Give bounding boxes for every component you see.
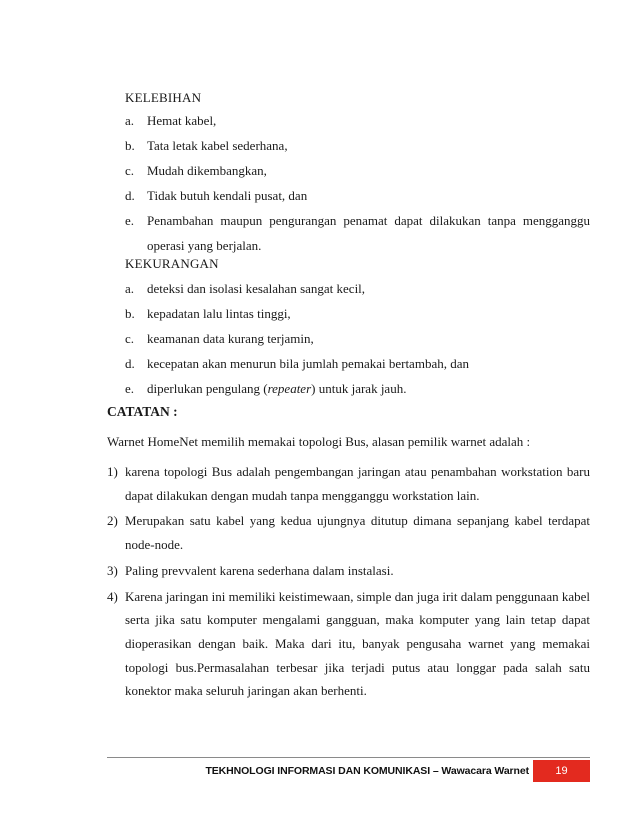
list-marker: c. [125,331,135,346]
kekurangan-item-a [125,276,590,301]
kekurangan-item-e [125,376,590,401]
list-item-text: Mudah dikembangkan, [147,163,267,178]
kelebihan-item-e [125,208,590,258]
list-marker: d. [125,356,135,371]
list-item-text: Tidak butuh kendali pusat, dan [147,188,308,203]
list-item-text: keamanan data kurang terjamin, [147,331,314,346]
list-item-text: kepadatan lalu lintas tinggi, [147,306,291,321]
kelebihan-item-c [125,158,590,183]
list-item-text: kecepatan akan menurun bila jumlah pemakai bertambah, dan [147,356,469,371]
kekurangan-item-d [125,351,590,376]
list-marker: 4) [107,588,118,604]
kelebihan-item-b [125,133,590,158]
kelebihan-heading: KELEBIHAN [125,90,202,105]
list-marker: b. [125,138,135,153]
catatan-heading: CATATAN : [107,404,178,419]
kelebihan-item-a [125,108,590,133]
list-item-text: Hemat kabel, [147,113,217,128]
kekurangan-item-b [125,301,590,326]
kelebihan-list [125,108,590,258]
italic-term: repeater [267,381,312,396]
list-marker: c. [125,163,135,178]
list-item-text: karena topologi Bus adalah pengembangan jaringan atau penambahan workstation baru dapat dilakukan dengan mudah tanpa mengganggu workstation lain. [125,464,590,503]
kelebihan-item-d [125,183,590,208]
catatan-item-3 [107,559,590,583]
catatan-item-4 [107,585,590,704]
list-item-text: deteksi dan isolasi kesalahan sangat kecil, [147,281,366,296]
page-number-badge: 19 [533,760,590,782]
catatan-item-1 [107,460,590,507]
list-marker: d. [125,188,135,203]
list-item-text: Paling prevvalent karena sederhana dalam instalasi. [125,562,394,578]
list-item-text: Penambahan maupun pengurangan penamat dapat dilakukan tanpa mengganggu operasi yang berjalan. [147,213,590,253]
list-marker: a. [125,281,135,296]
list-marker: a. [125,113,135,128]
list-item-text: diperlukan pengulang ( [147,381,268,396]
catatan-intro: Warnet HomeNet memilih memakai topologi Bus, alasan pemilik warnet adalah : [107,434,531,449]
list-item-text: ) untuk jarak jauh. [311,381,407,396]
list-item-text: Merupakan satu kabel yang kedua ujungnya ditutup dimana sepanjang kabel terdapat node-node. [125,513,590,553]
list-item-text: Tata letak kabel sederhana, [147,138,288,153]
catatan-item-2 [107,509,590,556]
list-marker: b. [125,306,135,321]
kekurangan-list [125,276,590,401]
list-marker: e. [125,381,135,396]
list-marker: 2) [107,513,118,529]
list-marker: 3) [107,562,118,578]
list-marker: e. [125,213,135,228]
catatan-list [107,460,590,703]
footer-title: TEKHNOLOGI INFORMASI DAN KOMUNIKASI – Wawacara Warnet [205,765,529,777]
kekurangan-heading: KEKURANGAN [125,256,219,271]
footer-divider [107,757,590,758]
kekurangan-item-c [125,326,590,351]
list-item-text: Karena jaringan ini memiliki keistimewaan, simple dan juga irit dalam penggunaan kabel serta jika satu komputer mengalami gangguan, maka komputer yang lain tetap dapat dioperasikan dengan baik. Maka dari itu, banyak pengusaha warnet yang memakai topologi bus.Permasalahan terbesar jika terjadi putus atau longgar pada salah satu konektor maka seluruh jaringan akan berhenti. [125,588,590,699]
list-marker: 1) [107,464,118,479]
